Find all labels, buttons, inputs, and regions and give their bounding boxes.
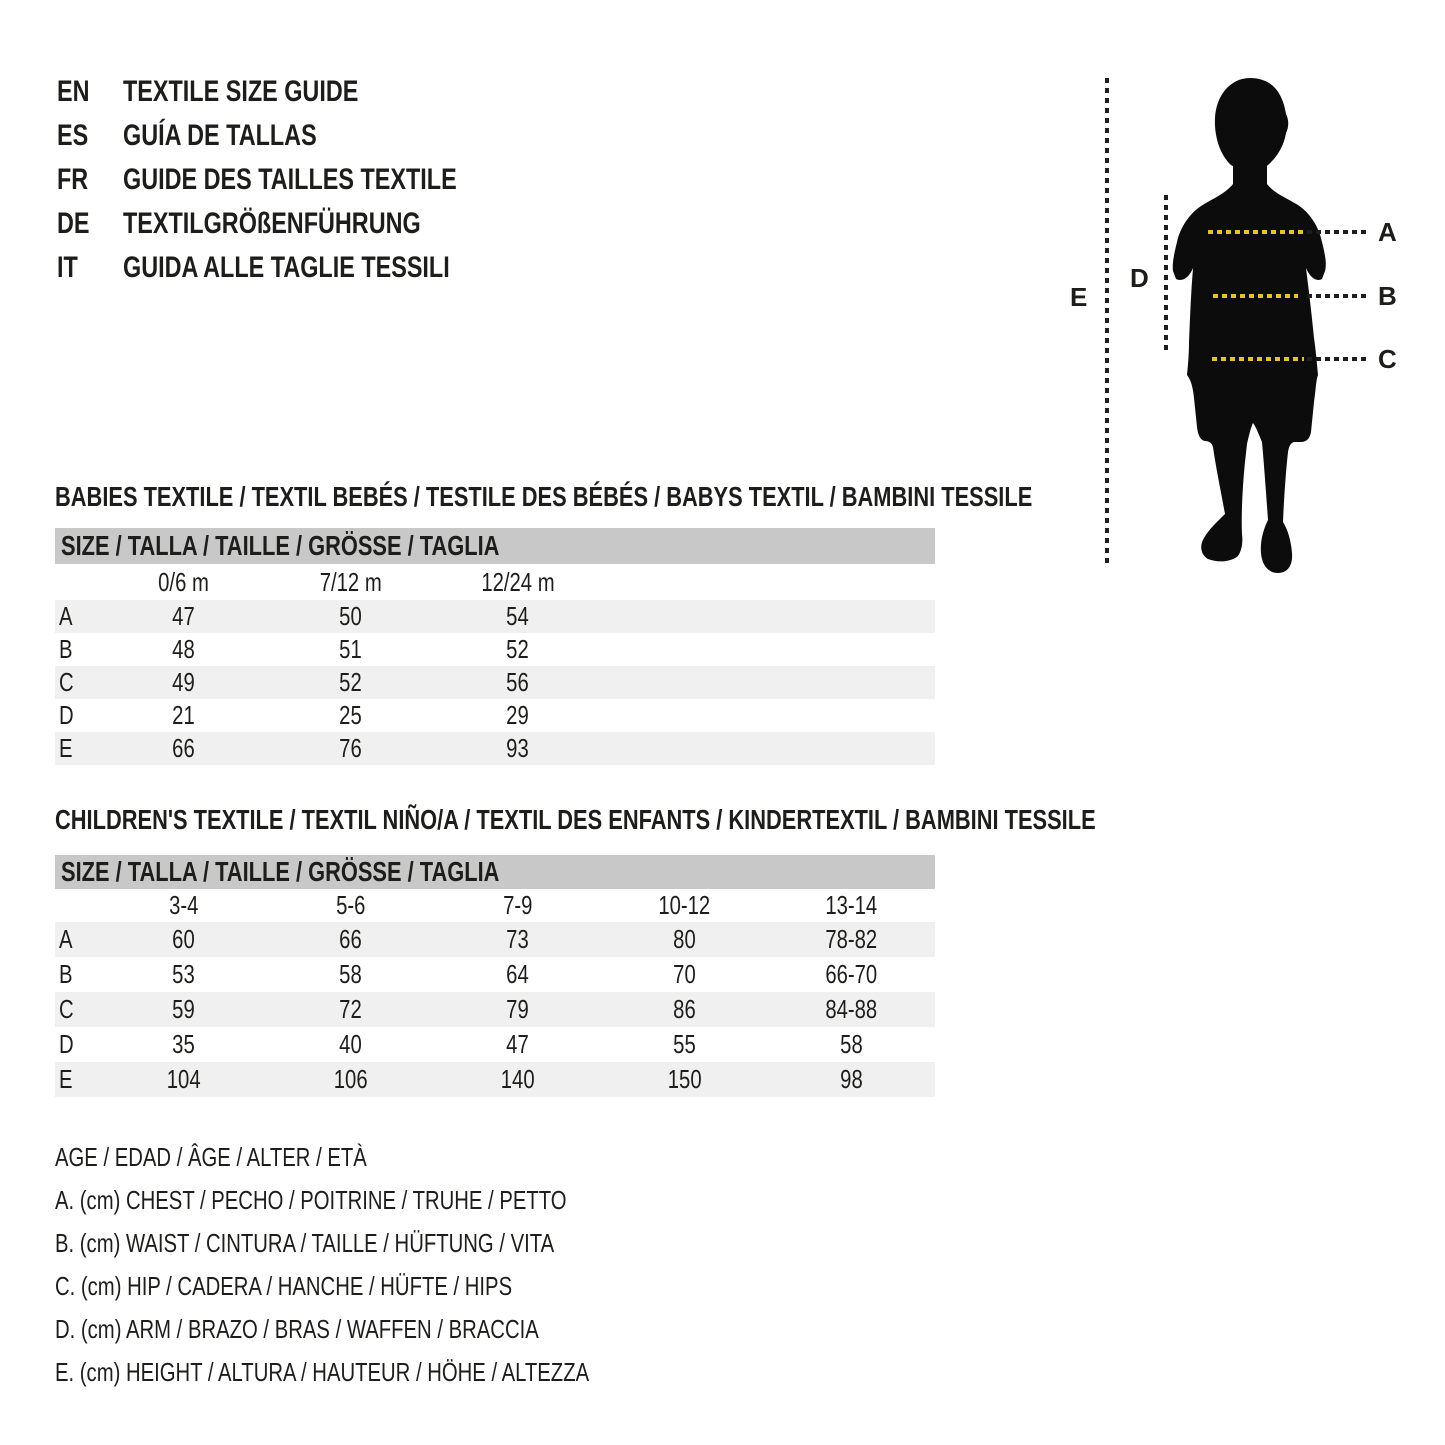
table-row [55, 992, 935, 1027]
title-row-it [57, 246, 551, 290]
table-row [55, 1062, 935, 1097]
table-cell: 98 [840, 1064, 863, 1094]
table-cell: 50 [339, 601, 362, 631]
measure-label-b: B [1378, 281, 1397, 311]
page-title: GUÍA DE TALLAS [123, 119, 317, 152]
table-cell: 47 [506, 1029, 529, 1059]
chest-measure-leader [1307, 230, 1367, 234]
row-label: C [59, 667, 74, 697]
children-size-table [55, 855, 935, 1097]
page-title: TEXTILE SIZE GUIDE [123, 75, 359, 108]
column-header: 13-14 [825, 890, 878, 920]
row-label: C [59, 994, 74, 1024]
table-cell: 66 [172, 733, 195, 763]
table-cell: 86 [673, 994, 696, 1024]
table-cell: 80 [673, 924, 696, 954]
column-header-row [55, 564, 935, 600]
size-header-bar: SIZE / TALLA / TAILLE / GRÖSSE / TAGLIA [55, 855, 935, 889]
column-header: 3-4 [168, 890, 199, 920]
page-title: TEXTILGRÖßENFÜHRUNG [123, 207, 421, 240]
table-row [55, 633, 935, 666]
table-cell: 66 [339, 924, 362, 954]
size-header-bar: SIZE / TALLA / TAILLE / GRÖSSE / TAGLIA [55, 528, 935, 564]
waist-measure-dashes [1213, 294, 1298, 298]
table-cell: 56 [506, 667, 529, 697]
table-cell: 55 [673, 1029, 696, 1059]
title-row-de [57, 202, 551, 246]
table-cell: 104 [166, 1064, 201, 1094]
legend-chest: A. (cm) CHEST / PECHO / POITRINE / TRUHE / PETTO [55, 1185, 567, 1215]
column-header: 7/12 m [319, 566, 382, 597]
table-cell: 73 [506, 924, 529, 954]
table-cell: 106 [333, 1064, 368, 1094]
chest-measure-dashes [1208, 230, 1304, 234]
babies-section-heading: BABIES TEXTILE / TEXTIL BEBÉS / TESTILE DES BÉBÉS / BABYS TEXTIL / BAMBINI TESSILE [55, 481, 1033, 512]
hip-measure-dashes [1212, 357, 1304, 361]
table-cell: 52 [506, 634, 529, 664]
table-cell: 35 [172, 1029, 195, 1059]
table-cell: 25 [339, 700, 362, 730]
table-cell: 140 [500, 1064, 535, 1094]
table-cell: 64 [506, 959, 529, 989]
language-code: IT [57, 251, 78, 284]
table-cell: 76 [339, 733, 362, 763]
row-label: D [59, 700, 74, 730]
arm-measure-line-d [1164, 195, 1168, 350]
table-cell: 40 [339, 1029, 362, 1059]
language-code: ES [57, 119, 89, 152]
table-cell: 58 [840, 1029, 863, 1059]
table-cell: 52 [339, 667, 362, 697]
table-cell: 59 [172, 994, 195, 1024]
waist-measure-leader [1307, 294, 1367, 298]
table-cell: 72 [339, 994, 362, 1024]
row-label: E [59, 733, 73, 763]
column-header-row [55, 889, 935, 922]
table-cell: 53 [172, 959, 195, 989]
row-label: B [59, 959, 73, 989]
table-row [55, 732, 935, 765]
table-row [55, 666, 935, 699]
silhouette-head [1215, 78, 1288, 171]
table-cell: 29 [506, 700, 529, 730]
table-cell: 66-70 [825, 959, 878, 989]
table-cell: 48 [172, 634, 195, 664]
column-header: 5-6 [335, 890, 366, 920]
language-code: EN [57, 75, 90, 108]
table-cell: 78-82 [825, 924, 878, 954]
children-section-heading: CHILDREN'S TEXTILE / TEXTIL NIÑO/A / TEXTIL DES ENFANTS / KINDERTEXTIL / BAMBINI TESSILE [55, 804, 1096, 835]
measure-label-c: C [1378, 344, 1397, 374]
language-code: DE [57, 207, 90, 240]
table-cell: 49 [172, 667, 195, 697]
legend-arm: D. (cm) ARM / BRAZO / BRAS / WAFFEN / BRACCIA [55, 1314, 539, 1344]
legend-hip: C. (cm) HIP / CADERA / HANCHE / HÜFTE / HIPS [55, 1271, 513, 1301]
legend-age: AGE / EDAD / ÂGE / ALTER / ETÀ [55, 1142, 367, 1172]
title-row-es [57, 114, 551, 158]
page-title: GUIDA ALLE TAGLIE TESSILI [123, 251, 450, 284]
hip-measure-leader [1307, 357, 1367, 361]
language-code: FR [57, 163, 89, 196]
measure-label-d: D [1130, 263, 1149, 293]
column-header: 7-9 [502, 890, 533, 920]
legend-height: E. (cm) HEIGHT / ALTURA / HAUTEUR / HÖHE / ALTEZZA [55, 1357, 590, 1387]
measurement-legend [55, 1136, 740, 1394]
table-cell: 47 [172, 601, 195, 631]
row-label: B [59, 634, 73, 664]
title-block [57, 70, 551, 290]
table-row [55, 600, 935, 633]
title-row-fr [57, 158, 551, 202]
table-row [55, 957, 935, 992]
babies-size-table [55, 528, 935, 765]
table-cell: 84-88 [825, 994, 878, 1024]
table-cell: 54 [506, 601, 529, 631]
title-row-en [57, 70, 551, 114]
table-cell: 70 [673, 959, 696, 989]
table-row [55, 699, 935, 732]
table-cell: 150 [667, 1064, 702, 1094]
legend-waist: B. (cm) WAIST / CINTURA / TAILLE / HÜFTUNG / VITA [55, 1228, 555, 1258]
page-title: GUIDE DES TAILLES TEXTILE [123, 163, 457, 196]
table-row [55, 1027, 935, 1062]
table-cell: 21 [172, 700, 195, 730]
column-header: 0/6 m [158, 566, 209, 597]
table-row [55, 922, 935, 957]
row-label: E [59, 1064, 73, 1094]
measure-label-e: E [1070, 282, 1088, 312]
table-cell: 79 [506, 994, 529, 1024]
row-label: A [59, 924, 73, 954]
table-cell: 60 [172, 924, 195, 954]
table-cell: 93 [506, 733, 529, 763]
row-label: D [59, 1029, 74, 1059]
row-label: A [59, 601, 73, 631]
table-cell: 58 [339, 959, 362, 989]
measure-label-a: A [1378, 217, 1397, 247]
table-cell: 51 [339, 634, 362, 664]
column-header: 12/24 m [480, 566, 555, 597]
column-header: 10-12 [658, 890, 711, 920]
